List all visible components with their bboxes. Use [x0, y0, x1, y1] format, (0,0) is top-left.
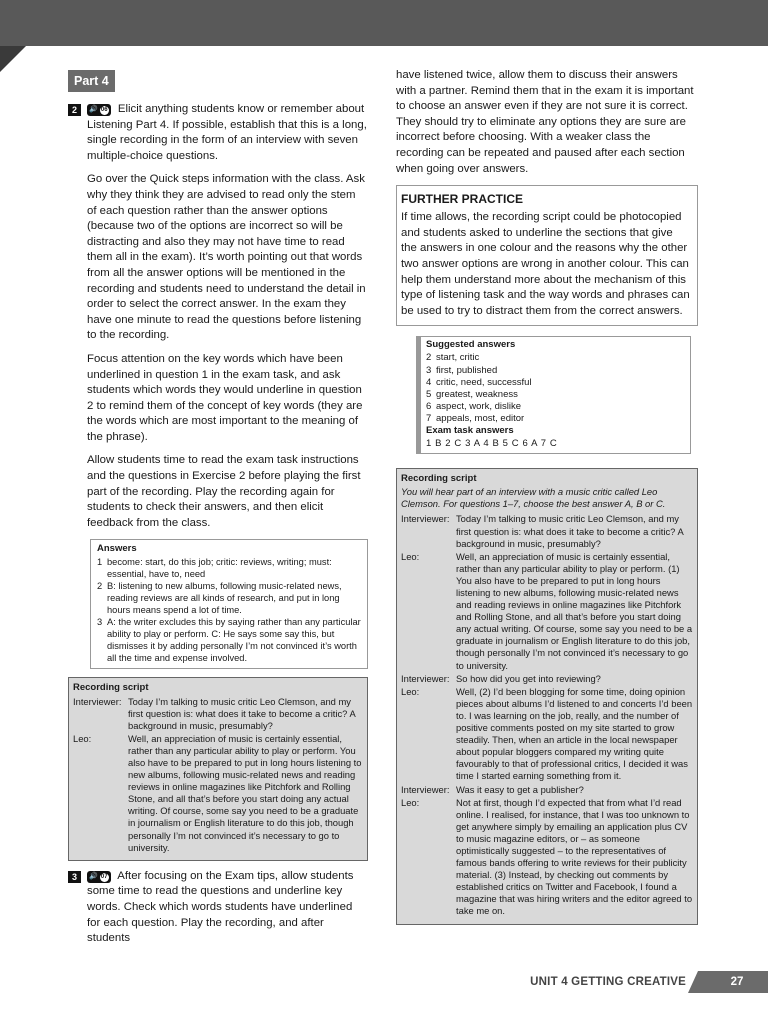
paragraph-text: Elicit anything students know or remember about Listening Part 4. If possible, establish that this is a long, single recording in the form of an interview with seven multiple-choice questions.	[87, 103, 367, 162]
unit-title: UNIT 4 GETTING CREATIVE	[530, 976, 686, 988]
answers-title: Answers	[97, 543, 137, 555]
recording-instructions: You will hear part of an interview with a music critic called Leo Clemson. For questions 1–7, choose the best answer A, B or C.	[401, 486, 666, 510]
script-line	[73, 733, 363, 854]
script-line	[73, 696, 363, 732]
further-practice-box	[396, 185, 698, 326]
exam-answers: 1 B 2 C 3 A 4 B 5 C 6 A 7 C	[426, 438, 558, 450]
audio-track-icon[interactable]: 🔊 06	[87, 104, 111, 116]
answer-item: 2 B: listening to new albums, following music-related news, reading reviews are all kinds of research, and put in long hours means spend a lot of time.	[97, 581, 342, 616]
script-line	[401, 673, 693, 685]
recording-script-box	[68, 677, 368, 860]
speaker: Leo:	[73, 732, 92, 744]
speech: Well, an appreciation of music is certainly essential, rather than any particular ability to play or perform. You also have to be prepared to put in long hours listening to new albums, following music-related news and reading reviews in online magazines like Pitchfork and Rolling Stone, and all that’s before you start doing any actual writing. Of course, some say you need to be a graduate in journalism or English literature to do this job, though personally I’m not convinced it’s necessary to go to university.	[128, 732, 362, 853]
header-bar	[0, 0, 768, 46]
suggested-answer-item: 6 aspect, work, dislike	[426, 400, 522, 412]
exercise-number: 2	[68, 104, 81, 116]
speech: Not at first, though I’d expected that from what I’d read online. I realised, for instance, that I was too unknown to get anywhere simply by emailing an application plus CV to music magazine editors, or – as someone optimistically suggested – to the representatives of famous bands offering to write reviews for their publicity material. (3) Instead, by checking out comments by established critics on Twitter and Facebook, I found a magazine that was hiring writers and the editor agreed to take me on.	[456, 796, 693, 917]
speech: Today I’m talking to music critic Leo Clemson, and my first question is: what does it take to become a critic? A background in music, presumably?	[128, 695, 356, 731]
speaker: Leo:	[401, 550, 420, 562]
exercise-number: 3	[68, 871, 81, 883]
exercise-2-intro	[68, 102, 368, 164]
paragraph: Focus attention on the key words which have been underlined in question 1 in the exam task, and ask students which words they would underline in question 2 to remind them of the concept of key words (they are the words which are most important to the meaning of the phrase).	[87, 352, 363, 443]
script-line	[401, 797, 693, 918]
suggested-answers-box	[416, 336, 691, 454]
speaker: Interviewer:	[73, 695, 122, 707]
speech: Well, (2) I’d been blogging for some time, doing opinion pieces about albums I’d listened to and concerts I’d been to. I was learning on the job, really, and the number of positive comments posted on my site started to grow steadily. Then, when an article in the local newspaper about popular bloggers compared my writing quite favourably to that of professional critics, I decided it was time I started earning something from it.	[456, 685, 693, 782]
right-column	[396, 68, 698, 933]
page-footer	[530, 971, 768, 993]
suggested-answer-item: 2 start, critic	[426, 352, 480, 364]
page-number: 27	[698, 971, 768, 993]
suggested-answer-item: 5 greatest, weakness	[426, 388, 518, 400]
suggested-answer-item: 7 appeals, most, editor	[426, 412, 525, 424]
answer-item: 1 become: start, do this job; critic: reviews, writing; must: essential, have to, need	[97, 557, 332, 580]
answer-item: 3 A: the writer excludes this by saying rather than any particular ability to play or perform. C: He says some say this, but dismisses it by adding personally I’m not convinced it’s worth all the time and expense involved.	[97, 617, 361, 664]
speech: Well, an appreciation of music is certainly essential, rather than any particular ability to play or perform. (1) You also have to be prepared to put in long hours listening to new albums, following music-related news and reading reviews in online magazines like Pitchfork and Rolling Stone, and all that’s before you start doing any actual writing. Of course, some say you need to be a graduate in journalism or English literature to do this job, though personally I’m not convinced it’s necessary to go to university.	[456, 550, 693, 671]
speaker: Interviewer:	[401, 783, 450, 795]
suggested-answer-item: 4 critic, need, successful	[426, 376, 532, 388]
further-practice-title: FURTHER PRACTICE	[401, 192, 523, 207]
script-line	[401, 513, 693, 549]
speech: Today I’m talking to music critic Leo Clemson, and my first question is: what does it take to become a critic? A background in music, presumably?	[456, 513, 684, 549]
speech: So how did you get into reviewing?	[456, 672, 601, 684]
recording-script-box	[396, 468, 698, 924]
exam-answers-title: Exam task answers	[426, 424, 514, 436]
recording-script-title: Recording script	[73, 682, 149, 694]
suggested-answer-item: 3 first, published	[426, 364, 498, 376]
speaker: Interviewer:	[401, 513, 450, 525]
paragraph: Go over the Quick steps information with the class. Ask why they think they are advised to read only the stem of each question rather than the answer options (because two of the options are incorrect so will be distracting and also they may not have time to read them all in the exam). It’s worth pointing out that words from all the answer options will be mentioned in the recording and students need to understand the detail in order to select the correct answer. In the exam they have one minute to read the questions before listening to the recording.	[87, 173, 366, 342]
script-line	[401, 551, 693, 672]
audio-track-icon[interactable]: 🔊 07	[87, 871, 111, 883]
speech: Was it easy to get a publisher?	[456, 783, 584, 795]
paragraph: Allow students time to read the exam task instructions and the questions in Exercise 2 before playing the first part of the recording. Play the recording again for students to check their answers, and then elicit feedback from the class.	[87, 454, 361, 529]
speaker: Leo:	[401, 685, 420, 697]
speaker: Leo:	[401, 796, 420, 808]
corner-decoration	[0, 46, 26, 72]
script-line	[401, 686, 693, 783]
recording-script-title: Recording script	[401, 473, 477, 485]
answers-box	[90, 539, 368, 669]
further-practice-text: If time allows, the recording script could be photocopied and students asked to underline the sections that give the answers in one colour and the reasons why the other two answer options are wrong in another colour. This can help them understand more about the mechanism of this type of listening task and the way words and phrases can be used to try to distract them from the correct answers.	[401, 211, 690, 317]
suggested-answers-title: Suggested answers	[426, 339, 516, 351]
speaker: Interviewer:	[401, 672, 450, 684]
paragraph-text: After focusing on the Exam tips, allow students some time to read the questions and underline key words. Check which words students have underlined for each question. Play the recording, and after students	[87, 869, 354, 945]
exercise-3-intro	[68, 869, 368, 947]
left-column	[68, 70, 368, 955]
part-label: Part 4	[68, 70, 115, 92]
paragraph: have listened twice, allow them to discuss their answers with a partner. Remind them that in the exam it is important to choose an answer even if they are not sure it is correct. They should try to eliminate any options they are sure are incorrect before choosing. With a weaker class the recording can be repeated and paused after each section when going over answers.	[396, 69, 694, 175]
script-line	[401, 784, 693, 796]
